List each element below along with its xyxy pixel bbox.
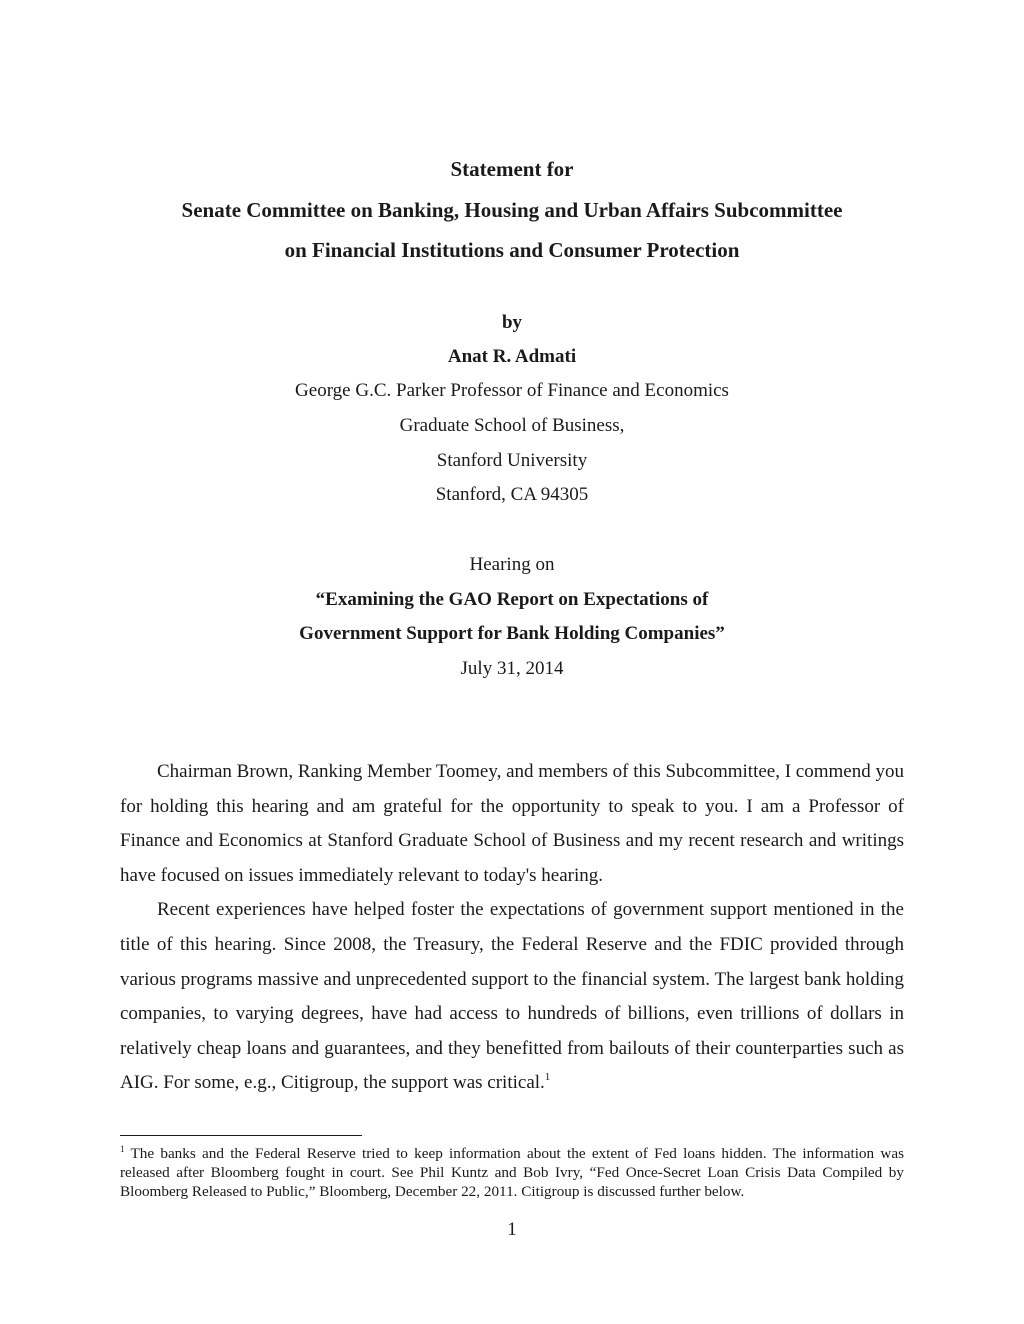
author-address: Stanford, CA 94305 — [435, 484, 589, 505]
footnote-marker: 1 — [120, 1144, 125, 1154]
footnote-text: The banks and the Federal Reserve tried to keep information about the extent of Fed loans hidden. The information was released after Bloomberg fought in court. See Phil Kuntz and Bob Ivry, “Fed Once-Secret Loan Crisis Data Compiled by Bloomberg Released to Public,” Bloomberg, December 22, 2011. Citigroup is discussed further below. — [120, 1145, 904, 1200]
committee-name: Senate Committee on Banking, Housing and Urban Affairs Subcommittee — [181, 198, 843, 222]
footnote — [120, 1144, 904, 1201]
author-school: Graduate School of Business, — [399, 415, 625, 436]
author-university: Stanford University — [436, 450, 588, 471]
paragraph-introduction: Chairman Brown, Ranking Member Toomey, and members of this Subcommittee, I commend you for holding this hearing and am grateful for the opportunity to speak to you. I am a Professor of Finance and Economics at Stanford Graduate School of Business and my recent research and writings have focused on issues immediately relevant to today's hearing. — [120, 761, 904, 886]
body-text — [120, 755, 904, 1101]
paragraph-government-support — [120, 893, 904, 1101]
page-number: 1 — [507, 1219, 517, 1240]
footnote-divider — [120, 1135, 362, 1136]
hearing-date: July 31, 2014 — [460, 658, 564, 679]
hearing-title-line1: “Examining the GAO Report on Expectations of — [315, 589, 709, 610]
author-position: George G.C. Parker Professor of Finance and Economics — [295, 380, 729, 401]
footnote-reference: 1 — [544, 1071, 551, 1084]
hearing-title-line2: Government Support for Bank Holding Companies” — [299, 623, 725, 644]
statement-title: Statement for — [450, 157, 574, 181]
author-name: Anat R. Admati — [447, 346, 577, 367]
hearing-label: Hearing on — [469, 554, 555, 575]
paragraph-government-support-text: Recent experiences have helped foster the expectations of government support mentioned in the title of this hearing. Since 2008, the Treasury, the Federal Reserve and the FDIC provided through various programs massive and unprecedented support to the financial system. The largest bank holding companies, to varying degrees, have had access to hundreds of billions, even trillions of dollars in relatively cheap loans and guarantees, and they benefitted from bailouts of their counterparties such as AIG. For some, e.g., Citigroup, the support was critical. — [120, 899, 904, 1094]
subcommittee-name: on Financial Institutions and Consumer Protection — [284, 238, 740, 262]
by-label: by — [501, 312, 523, 333]
